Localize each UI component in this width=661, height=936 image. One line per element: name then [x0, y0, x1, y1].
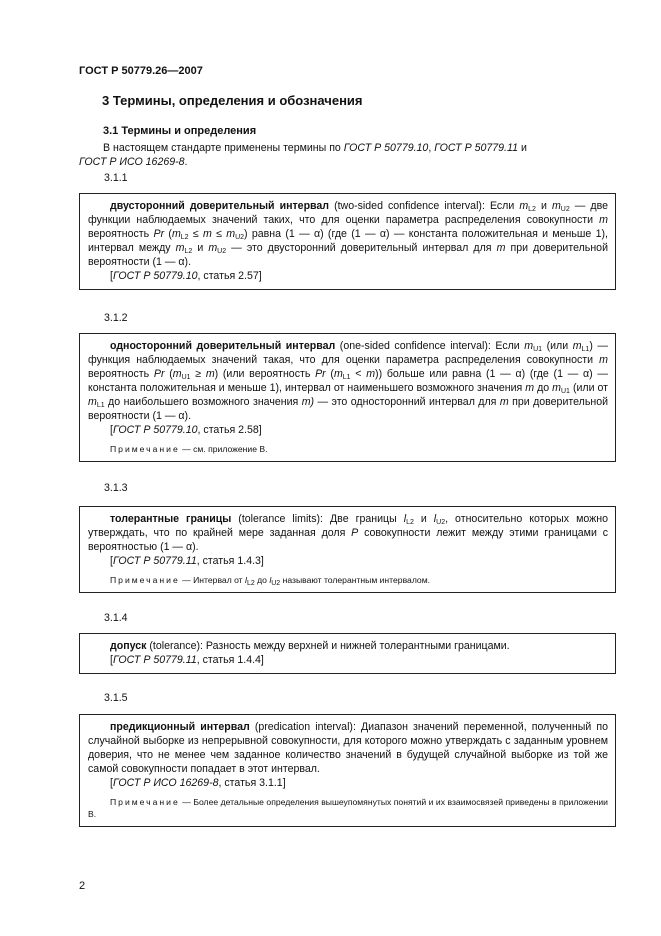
term-note: Примечание — Более детальные определения вышеупомянутых понятий и их взаимосвязей приведены в приложении В.: [88, 797, 608, 819]
document-code: ГОСТ Р 50779.26—2007: [79, 65, 203, 77]
term-number: 3.1.2: [104, 312, 128, 324]
term-source: [ГОСТ Р 50779.10, статья 2.58]: [110, 424, 262, 436]
term-name: двусторонний доверительный интервал: [110, 200, 330, 212]
intro-paragraph: В настоящем стандарте применены термины по ГОСТ Р 50779.10, ГОСТ Р 50779.11 и ГОСТ Р ИСО 16269-8.: [79, 142, 527, 168]
term-name: предикционный интервал: [110, 721, 250, 733]
ref-link: ГОСТ Р 50779.11: [434, 142, 518, 154]
term-box-3-1-3: толерантные границы (tolerance limits): Две границы $l_{L2}$ и $l_{U2}$, относительно которых можно утверждать, что по крайней мере заданная доля Р совокупности лежит между этими границами с вероятностью (1 — α). [ГОСТ Р 50779.11, статья 1.4.3] Примечание — Интервал от $l_{L2}$ до $l_{U2}$ называют толерантным интервалом.: [79, 506, 616, 593]
ref-link: ГОСТ Р 50779.10: [343, 142, 429, 154]
term-name: односторонний доверительный интервал: [110, 340, 336, 352]
term-source: [ГОСТ Р 50779.11, статья 1.4.3]: [110, 555, 264, 567]
term-name: толерантные границы: [110, 513, 232, 525]
term-number: 3.1.1: [104, 172, 128, 184]
term-source: [ГОСТ Р 50779.11, статья 1.4.4]: [110, 654, 264, 666]
term-source: [ГОСТ Р 50779.10, статья 2.57]: [110, 270, 262, 282]
term-box-3-1-4: допуск (tolerance): Разность между верхней и нижней толерантными границами. [ГОСТ Р 50779.11, статья 1.4.4]: [79, 633, 616, 674]
term-box-3-1-1: двусторонний доверительный интервал (two-sided confidence interval): Если $m_{L2}$ и $m_{U2}$ — две функции наблюдаемых значений таких, что для оценки параметра распределения совокупности m вероятность Pr $(m_{L2} \le m \le m_{U2})$ равна (1 — α) (где (1 — α) — константа положительная и меньше 1), интервал между $m_{L2}$ и $m_{U2}$ — это двусторонний доверительный интервал для m при доверительной вероятности (1 — α). [ГОСТ Р 50779.10, статья 2.57]: [79, 193, 616, 290]
section-title: 3 Термины, определения и обозначения: [102, 93, 363, 108]
subsection-title: 3.1 Термины и определения: [103, 125, 257, 137]
ref-link: ГОСТ Р ИСО 16269-8: [79, 156, 185, 168]
term-note: Примечание — Интервал от $l_{L2}$ до $l_{U2}$ называют толерантным интервалом.: [110, 575, 431, 587]
term-number: 3.1.3: [104, 482, 128, 494]
term-note: Примечание — см. приложение В.: [110, 444, 268, 454]
term-number: 3.1.4: [104, 612, 128, 624]
term-source: [ГОСТ Р ИСО 16269-8, статья 3.1.1]: [110, 777, 286, 789]
term-name: допуск: [110, 640, 147, 652]
term-number: 3.1.5: [104, 692, 128, 704]
term-box-3-1-5: предикционный интервал (predication interval): Диапазон значений переменной, полученный по случайной выборке из непрерывной совокупности, для которого можно утверждать с заданным уровнем доверия, что не менее чем заданное количество значений в будущей случайной выборке из той же самой совокупности попадает в этот интервал. [ГОСТ Р ИСО 16269-8, статья 3.1.1] Примечание — Более детальные определения вышеупомянутых понятий и их взаимосвязей приведены в приложении В.: [79, 714, 616, 827]
term-box-3-1-2: односторонний доверительный интервал (one-sided confidence interval): Если $m_{U1}$ (или $m_{L1}$) — функция наблюдаемых значений такая, что для оценки параметра распределения совокупности m вероятность Pr $(m_{U1} \ge m)$ (или вероятность Pr $(m_{L1} < m)$) больше или равна (1 — α) (где (1 — α) — константа положительная и меньше 1), интервал от наименьшего возможного значения m до $m_{U1}$ (или от $m_{L1}$ до наибольшего возможного значения m) — это односторонний интервал для m при доверительной вероятности (1 — α). [ГОСТ Р 50779.10, статья 2.58] Примечание — см. приложение В.: [79, 333, 616, 462]
page-number: 2: [79, 880, 86, 892]
